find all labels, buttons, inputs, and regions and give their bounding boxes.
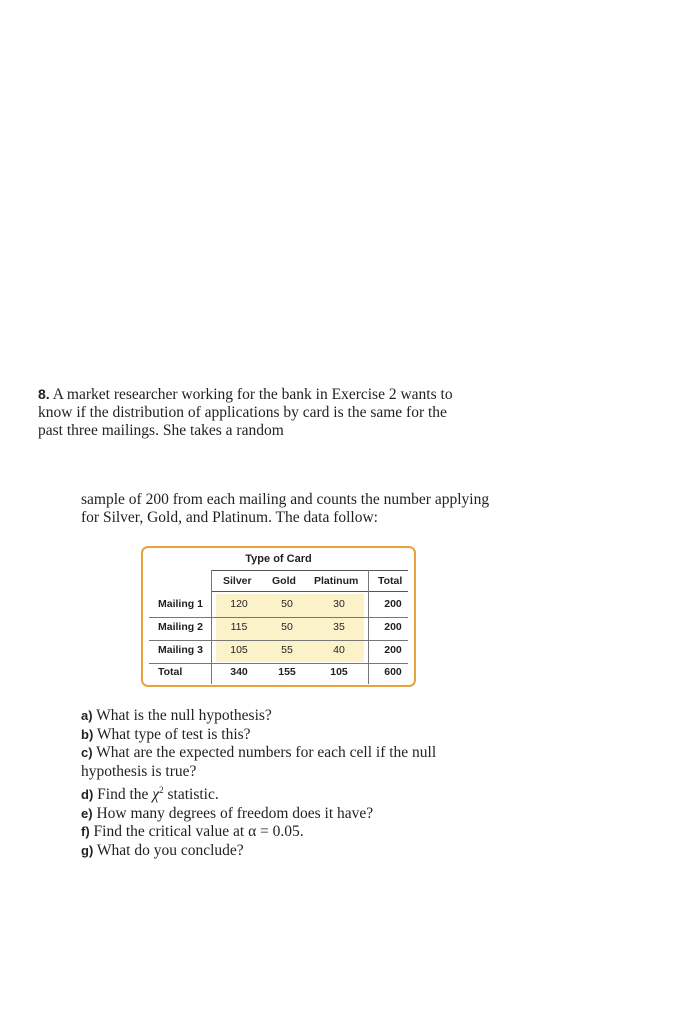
title-rule <box>211 570 408 571</box>
question-text: What are the expected numbers for each cell if the null hypothesis is true? <box>81 744 437 780</box>
table-cell: 30 <box>333 598 345 610</box>
table-cell: 50 <box>281 598 293 610</box>
column-header-silver: Silver <box>223 575 252 587</box>
question-text: What type of test is this? <box>96 725 251 743</box>
question-text-pre: Find the <box>97 786 153 804</box>
row-label-mailing-1: Mailing 1 <box>158 598 203 610</box>
table-cell: 340 <box>230 666 248 678</box>
row-label-mailing-3: Mailing 3 <box>158 644 203 656</box>
table-cell: 200 <box>384 644 402 656</box>
question-letter: f) <box>81 824 90 840</box>
column-header-platinum: Platinum <box>314 575 359 587</box>
question-text: How many degrees of freedom does it have? <box>96 804 374 822</box>
header-rule <box>211 591 408 592</box>
table-cell: 120 <box>230 598 248 610</box>
question-letter: g) <box>81 842 94 858</box>
chi-symbol: χ <box>152 786 160 804</box>
question-text: Find the critical value at α = 0.05. <box>93 823 304 841</box>
table-cell: 35 <box>333 621 345 633</box>
question-text-post: statistic. <box>163 786 219 804</box>
question-g <box>81 842 501 861</box>
table-cell: 600 <box>384 666 402 678</box>
question-letter: e) <box>81 805 93 821</box>
table-cell: 115 <box>230 621 248 633</box>
question-d <box>81 781 501 805</box>
table-cell: 50 <box>281 621 293 633</box>
table-cell: 200 <box>384 621 402 633</box>
contingency-table <box>141 546 416 687</box>
exercise-intro <box>38 385 458 440</box>
table-title: Type of Card <box>245 553 312 565</box>
row-label-total: Total <box>158 666 183 678</box>
question-letter: b) <box>81 726 94 742</box>
question-letter: d) <box>81 787 94 803</box>
exercise-continuation: sample of 200 from each mailing and counts the number applying for Silver, Gold, and Platinum. The data follow: <box>81 491 490 526</box>
row-rule <box>149 617 408 618</box>
question-text: What do you conclude? <box>96 841 244 859</box>
chi-exponent: 2 <box>159 785 164 795</box>
question-text: What is the null hypothesis? <box>96 707 272 724</box>
question-f <box>81 823 501 842</box>
exercise-number: 8. <box>38 386 50 402</box>
question-e <box>81 805 501 824</box>
column-rule-right <box>368 570 369 684</box>
column-header-total: Total <box>378 575 403 587</box>
question-list <box>81 707 501 860</box>
table-cell: 105 <box>330 666 348 678</box>
row-label-mailing-2: Mailing 2 <box>158 621 203 633</box>
row-rule <box>149 663 408 664</box>
table-cell: 200 <box>384 598 402 610</box>
table-cell: 155 <box>278 666 296 678</box>
table-cell: 40 <box>333 644 345 656</box>
question-letter: c) <box>81 745 93 760</box>
column-header-gold: Gold <box>272 575 296 587</box>
question-b <box>81 726 501 745</box>
exercise-intro-text: A market researcher working for the bank in Exercise 2 wants to know if the distribution of applications by card is the same for the past three mailings. She takes a random <box>38 386 453 439</box>
question-letter: a) <box>81 708 93 723</box>
question-a <box>81 707 501 726</box>
question-c <box>81 744 501 781</box>
row-rule <box>149 640 408 641</box>
table-cell: 105 <box>230 644 248 656</box>
table-cell: 55 <box>281 644 293 656</box>
column-rule-left <box>211 570 212 684</box>
